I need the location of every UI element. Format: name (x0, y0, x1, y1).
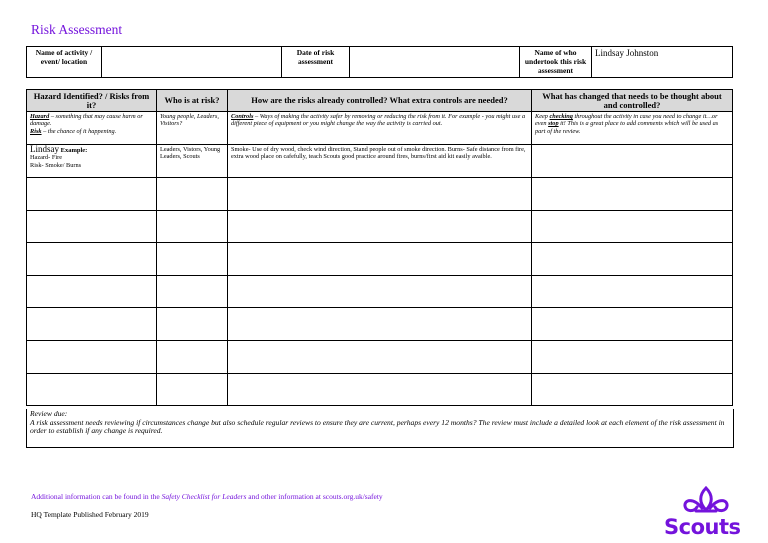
guidance-hazard-cell[interactable]: Hazard – something that may cause harm or damage. Risk – the chance of it happening. (27, 112, 157, 145)
column-header-hazard: Hazard Identified? / Risks from it? (27, 90, 157, 112)
page-title: Risk Assessment (31, 22, 123, 37)
table-row (27, 275, 733, 308)
who-cell[interactable] (157, 210, 228, 243)
changed-cell[interactable] (532, 210, 733, 243)
example-controls-cell[interactable]: Smoke- Use of dry wood, check wind direction, Stand people out of smoke direction. Burns- Safe distance from fire, extra wood place on cafefully, teach Scouts good practice around fires, burns/first aid kit easily avaible. (228, 145, 532, 178)
column-header-controls: How are the risks already controlled? What extra controls are needed? (228, 90, 532, 112)
guidance-changed-cell[interactable]: Keep checking throughout the activity in case you need to change it…or even stop it! This is a great place to add comments which will be used as part of the review. (532, 112, 733, 145)
published-note: HQ Template Published February 2019 (31, 510, 149, 519)
header-table (26, 46, 733, 78)
controls-cell[interactable] (228, 178, 532, 211)
table-row (27, 210, 733, 243)
who-cell[interactable] (157, 243, 228, 276)
changed-cell[interactable] (532, 340, 733, 373)
activity-label: Name of activity / event/ location (27, 47, 102, 78)
example-changed-cell[interactable] (532, 145, 733, 178)
who-cell[interactable] (157, 275, 228, 308)
review-text: A risk assessment needs reviewing if circumstances change but also schedule regular reviews to ensure they are current, perhaps every 12 months? The review must include a detailed look at each element of the risk assessment in order to establish if any change is required. (30, 417, 725, 436)
guidance-controls-cell[interactable]: Controls – Ways of making the activity safer by removing or reducing the risk from it. For example - you might use a different piece of equipment or you might change the way the activity is carried out. (228, 112, 532, 145)
hazard-cell[interactable] (27, 243, 157, 276)
footer-info: Additional information can be found in the Safety Checklist for Leaders and other information at scouts.org.uk/safety (31, 492, 383, 501)
changed-cell[interactable] (532, 243, 733, 276)
changed-cell[interactable] (532, 275, 733, 308)
controls-cell[interactable] (228, 373, 532, 406)
who-cell[interactable] (157, 178, 228, 211)
controls-cell[interactable] (228, 243, 532, 276)
hazard-cell[interactable] (27, 178, 157, 211)
who-cell[interactable] (157, 308, 228, 341)
risk-table (26, 89, 733, 406)
changed-cell[interactable] (532, 308, 733, 341)
date-label: Date of risk assessment (282, 47, 350, 78)
guidance-who-cell[interactable]: Young people, Leaders, Visitors? (157, 112, 228, 145)
changed-cell[interactable] (532, 178, 733, 211)
assessor-label: Name of who undertook this risk assessment (520, 47, 592, 78)
safety-checklist-link[interactable]: Safety Checklist for Leaders (161, 492, 247, 501)
table-row (27, 308, 733, 341)
hazard-cell[interactable] (27, 275, 157, 308)
review-box[interactable] (26, 409, 734, 448)
controls-cell[interactable] (228, 275, 532, 308)
who-cell[interactable] (157, 373, 228, 406)
table-row (27, 373, 733, 406)
guidance-row (27, 112, 733, 145)
column-header-changed: What has changed that needs to be thought about and controlled? (532, 90, 733, 112)
example-row (27, 145, 733, 178)
scouts-logo: Scouts (664, 515, 741, 539)
table-row (27, 178, 733, 211)
date-field[interactable] (350, 47, 520, 78)
table-row (27, 243, 733, 276)
column-header-who: Who is at risk? (157, 90, 228, 112)
hazard-cell[interactable] (27, 373, 157, 406)
controls-cell[interactable] (228, 340, 532, 373)
example-who-cell[interactable]: Leaders, Vistors, Young Leaders, Scouts (157, 145, 228, 178)
changed-cell[interactable] (532, 373, 733, 406)
who-cell[interactable] (157, 340, 228, 373)
controls-cell[interactable] (228, 308, 532, 341)
table-row (27, 340, 733, 373)
activity-field[interactable] (102, 47, 282, 78)
hazard-cell[interactable] (27, 340, 157, 373)
hazard-cell[interactable] (27, 210, 157, 243)
controls-cell[interactable] (228, 210, 532, 243)
assessor-field[interactable]: Lindsay Johnston (592, 47, 733, 78)
hazard-cell[interactable] (27, 308, 157, 341)
review-label: Review due: (30, 409, 68, 418)
example-hazard-cell[interactable]: Lindsay Example: Hazard- Fire Risk- Smoke/ Burns (27, 145, 157, 178)
